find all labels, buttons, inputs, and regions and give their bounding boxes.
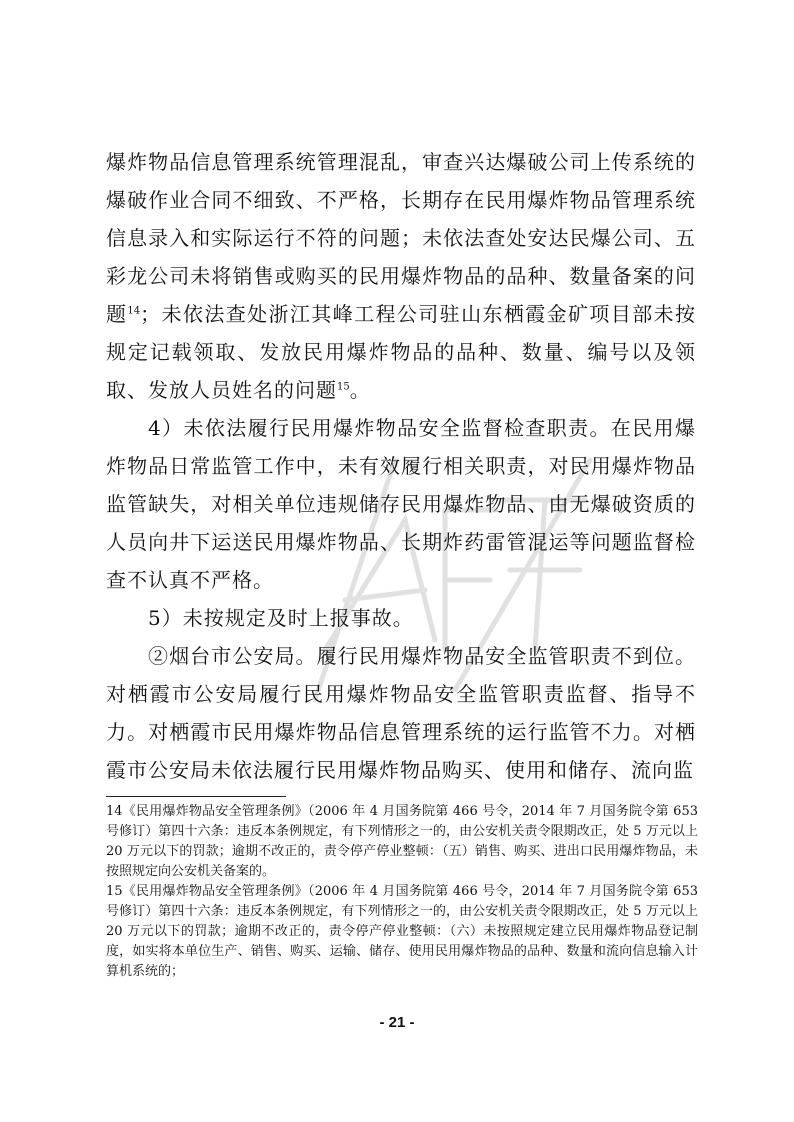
footnote-ref-15[interactable]: 15 <box>337 381 350 393</box>
paragraph-1-part-a: 爆炸物品信息管理系统管理混乱，审查兴达爆破公司上传系统的爆破作业合同不细致、不严格，长期存在民用爆炸物品管理系统信息录入和实际运行不符的问题；未依法查处安达民爆公司、五彩龙公司未将销售或购买的民用爆炸物品的品种、数量备案的问题 <box>106 150 696 326</box>
paragraph-2: 4）未依法履行民用爆炸物品安全监督检查职责。在民用爆炸物品日常监管工作中，未有效履行相关职责，对民用爆炸物品监管缺失，对相关单位违规储存民用爆炸物品、由无爆破资质的人员向井下运送民用爆炸物品、长期炸药雷管混运等问题监督检查不认真不严格。 <box>106 416 696 592</box>
footnote-15: 15《民用爆炸物品安全管理条例》（2006 年 4 月国务院第 466 号令，2014 年 7 月国务院令第 653 号修订）第四十六条：违反本条例规定，有下列情形之一的，由公安机关责令限期改正，处 5 万元以上 20 万元以下的罚款；逾期不改正的，责令停产停业整顿：（六）未按照规定建立民用爆炸物品登记制度，如实将本单位生产、销售、购买、运输、储存、使用民用爆炸物品的品种、数量和流向信息输入计算机系统的； <box>106 884 698 979</box>
paragraph-3: 5）未按规定及时上报事故。 <box>148 606 414 630</box>
footnote-ref-14[interactable]: 14 <box>127 305 141 317</box>
paragraph-4: ②烟台市公安局。履行民用爆炸物品安全监管职责不到位。对栖霞市公安局履行民用爆炸物品安全监管职责监督、指导不力。对栖霞市民用爆炸物品信息管理系统的运行监管不力。对栖霞市公安局未依法履行民用爆炸物品购买、使用和储存、流向监 <box>106 644 696 782</box>
body-text <box>106 143 696 789</box>
paragraph-1-part-b: ；未依法查处浙江其峰工程公司驻山东栖霞金矿项目部未按规定记载领取、发放民用爆炸物品的品种、数量、编号以及领取、发放人员姓名的问题 <box>106 302 697 402</box>
footnote-14: 14《民用爆炸物品安全管理条例》（2006 年 4 月国务院第 466 号令，2014 年 7 月国务院令第 653 号修订）第四十六条：违反本条例规定，有下列情形之一的，由公安机关责令限期改正，处 5 万元以上 20 万元以下的罚款；逾期不改正的，责令停产停业整顿：（五）销售、购买、进出口民用爆炸物品，未按照规定向公安机关备案的。 <box>106 804 698 879</box>
footnote-divider <box>106 796 286 797</box>
paragraph-1 <box>106 143 696 409</box>
paragraph-1-part-c: 。 <box>349 378 371 402</box>
page-number: - 21 - <box>379 1014 415 1031</box>
footnotes <box>106 802 698 982</box>
